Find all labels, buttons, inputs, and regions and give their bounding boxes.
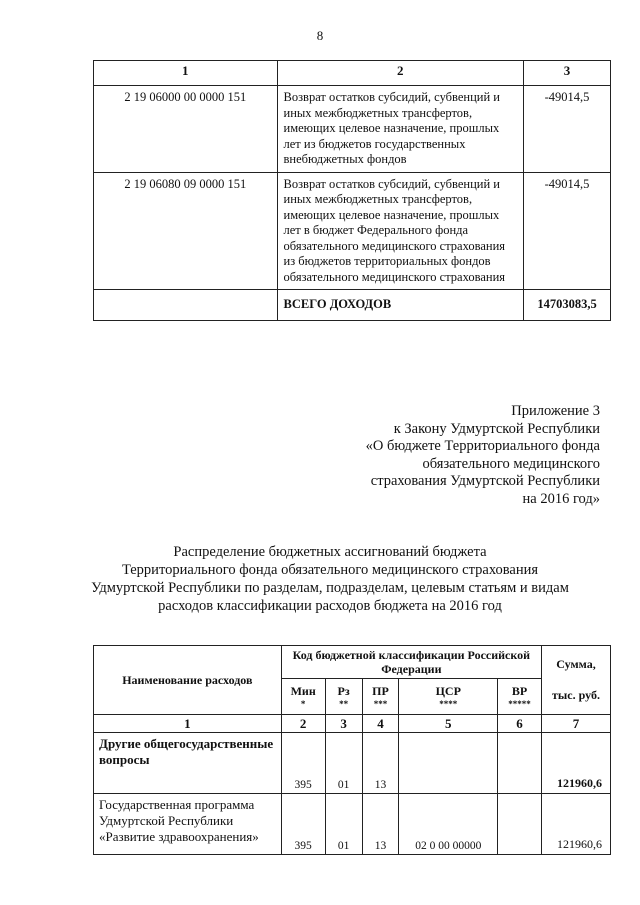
- empty-cell: [94, 290, 278, 321]
- vr-code: [498, 733, 542, 794]
- column-number: 1: [94, 715, 282, 733]
- header-sum: [542, 646, 611, 715]
- expense-table: [93, 645, 611, 855]
- appendix-line: «О бюджете Территориального фонда: [365, 438, 600, 454]
- total-row: [94, 290, 611, 321]
- header-min: Мин *: [281, 679, 325, 715]
- table-row: [94, 172, 611, 290]
- header-code-group: Код бюджетной классификации Российской Федерации: [281, 646, 541, 679]
- csr-code: 02 0 00 00000: [399, 794, 498, 855]
- expense-table-header: [94, 646, 611, 679]
- column-number: 2: [281, 715, 325, 733]
- column-number: 4: [362, 715, 399, 733]
- expense-sum: 121960,6: [542, 733, 611, 794]
- budget-code: 2 19 06080 09 0000 151: [94, 172, 278, 290]
- header-vr: ВР *****: [498, 679, 542, 715]
- total-sum: 14703083,5: [524, 290, 611, 321]
- appendix-line: страхования Удмуртской Республики: [370, 473, 600, 489]
- document-title: [70, 543, 590, 615]
- header-pr: ПР ***: [362, 679, 399, 715]
- min-code: 395: [281, 733, 325, 794]
- table-row: [94, 86, 611, 173]
- income-table: [93, 60, 611, 321]
- appendix-line: Приложение 3: [511, 403, 600, 419]
- total-label: ВСЕГО ДОХОДОВ: [277, 290, 524, 321]
- appendix-line: к Закону Удмуртской Республики: [393, 420, 600, 437]
- header-name: Наименование расходов: [94, 646, 282, 715]
- table-row: [94, 733, 611, 794]
- expense-sum: 121960,6: [542, 794, 611, 855]
- appendix-line: обязательного медицинского: [422, 455, 600, 472]
- header-csr: ЦСР ****: [399, 679, 498, 715]
- column-number: 3: [524, 61, 611, 86]
- title-line: Распределение бюджетных ассигнований бюджета: [173, 544, 487, 560]
- expense-name: Другие общегосударственные вопросы: [94, 733, 282, 794]
- pr-code: 13: [362, 733, 399, 794]
- header-sum-line: тыс. руб.: [552, 688, 600, 702]
- income-name: Возврат остатков субсидий, субвенций и иных межбюджетных трансфертов, имеющих целевое назначение, прошлых лет в бюджет Федерального фонда обязательного медицинского страхования из бюджетов территориальных фондов обязательного медицинского страхования: [277, 172, 524, 290]
- rz-code: 01: [325, 733, 362, 794]
- title-line: расходов классификации расходов бюджета на 2016 год: [158, 598, 502, 614]
- header-rz: Рз **: [325, 679, 362, 715]
- column-number: 5: [399, 715, 498, 733]
- column-number: 1: [94, 61, 278, 86]
- vr-code: [498, 794, 542, 855]
- page-number: 8: [316, 28, 324, 43]
- appendix-line: на 2016 год»: [522, 490, 600, 507]
- column-numbers-row: [94, 715, 611, 733]
- rz-code: 01: [325, 794, 362, 855]
- income-table-header: [94, 61, 611, 86]
- income-name: Возврат остатков субсидий, субвенций и иных межбюджетных трансфертов, имеющих целевое назначение, прошлых лет из бюджетов государственных внебюджетных фондов: [277, 86, 524, 173]
- income-sum: -49014,5: [524, 172, 611, 290]
- column-number: 2: [277, 61, 524, 86]
- table-row: [94, 794, 611, 855]
- pr-code: 13: [362, 794, 399, 855]
- income-sum: -49014,5: [524, 86, 611, 173]
- header-sum-line: Сумма,: [556, 657, 596, 671]
- title-line: Удмуртской Республики по разделам, подразделам, целевым статьям и видам: [91, 580, 569, 596]
- csr-code: [399, 733, 498, 794]
- column-number: 3: [325, 715, 362, 733]
- min-code: 395: [281, 794, 325, 855]
- column-number: 6: [498, 715, 542, 733]
- title-line: Территориального фонда обязательного медицинского страхования: [121, 562, 539, 578]
- budget-code: 2 19 06000 00 0000 151: [94, 86, 278, 173]
- column-number: 7: [542, 715, 611, 733]
- appendix-heading: [300, 403, 600, 508]
- expense-name: Государственная программа Удмуртской Республики «Развитие здравоохранения»: [94, 794, 282, 855]
